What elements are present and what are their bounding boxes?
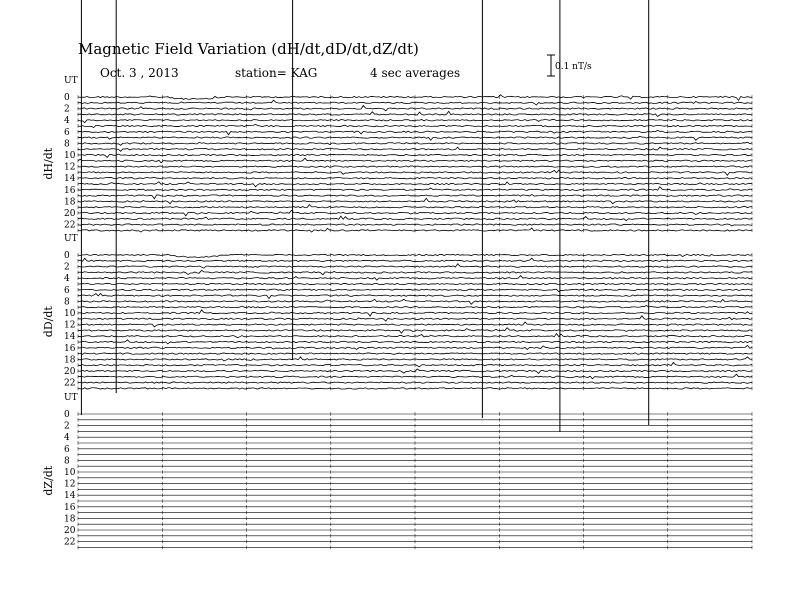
row-ticks [78, 107, 752, 111]
hour-label: 18 [64, 355, 76, 366]
hour-label: 14 [64, 491, 76, 502]
hour-label: 4 [64, 433, 70, 444]
row-ticks [78, 311, 752, 315]
hour-label: 10 [64, 468, 76, 478]
panel-2 [42, 234, 752, 390]
row-ticks [78, 124, 752, 128]
panel-label: dD/dt [42, 306, 55, 338]
row-ticks [78, 182, 752, 186]
hour-label: 2 [64, 104, 70, 115]
hour-label: 16 [64, 343, 76, 354]
ut-label: UT [64, 234, 78, 244]
panels-group [42, 76, 752, 549]
hour-label: 16 [64, 185, 76, 196]
hour-label: 0 [64, 251, 70, 261]
hour-label: 12 [64, 162, 76, 173]
hour-label: 22 [64, 537, 76, 548]
station-label: station= KAG [235, 66, 318, 80]
hour-label: 6 [64, 285, 70, 296]
hour-label: 16 [64, 502, 76, 513]
hour-label: 2 [64, 262, 70, 273]
hour-label: 6 [64, 444, 70, 455]
ut-label: UT [64, 76, 78, 86]
hour-label: 20 [64, 209, 76, 219]
hour-label: 14 [64, 332, 76, 343]
row-trace [78, 210, 752, 216]
scale-bar-label: 0.1 nT/s [555, 62, 592, 72]
hour-label: 22 [64, 378, 76, 389]
panel-3 [42, 393, 752, 549]
hour-label: 0 [64, 93, 70, 103]
hour-label: 6 [64, 127, 70, 138]
hour-label: 14 [64, 174, 76, 185]
averaging-label: 4 sec averages [370, 66, 461, 80]
hour-label: 20 [64, 367, 76, 377]
panel-label: dH/dt [42, 147, 55, 180]
hour-label: 0 [64, 410, 70, 420]
hour-label: 12 [64, 320, 76, 331]
hour-label: 10 [64, 151, 76, 161]
hour-label: 4 [64, 274, 70, 285]
hour-label: 8 [64, 456, 70, 467]
hour-label: 8 [64, 297, 70, 308]
hour-label: 18 [64, 514, 76, 525]
hour-label: 8 [64, 139, 70, 150]
panel-label: dZ/dt [42, 465, 55, 496]
hour-label: 10 [64, 309, 76, 319]
date-label: Oct. 3 , 2013 [100, 66, 179, 80]
row-ticks [78, 329, 752, 333]
hour-label: 18 [64, 197, 76, 208]
scale-bar [547, 55, 592, 76]
hour-label: 22 [64, 220, 76, 231]
hour-label: 12 [64, 479, 76, 490]
hour-label: 20 [64, 526, 76, 536]
hour-label: 2 [64, 421, 70, 432]
chart-title: Magnetic Field Variation (dH/dt,dD/dt,dZ/dt) [78, 40, 419, 58]
panel-1 [42, 76, 752, 232]
ut-label: UT [64, 393, 78, 403]
hour-label: 4 [64, 116, 70, 127]
row-ticks [78, 346, 752, 350]
